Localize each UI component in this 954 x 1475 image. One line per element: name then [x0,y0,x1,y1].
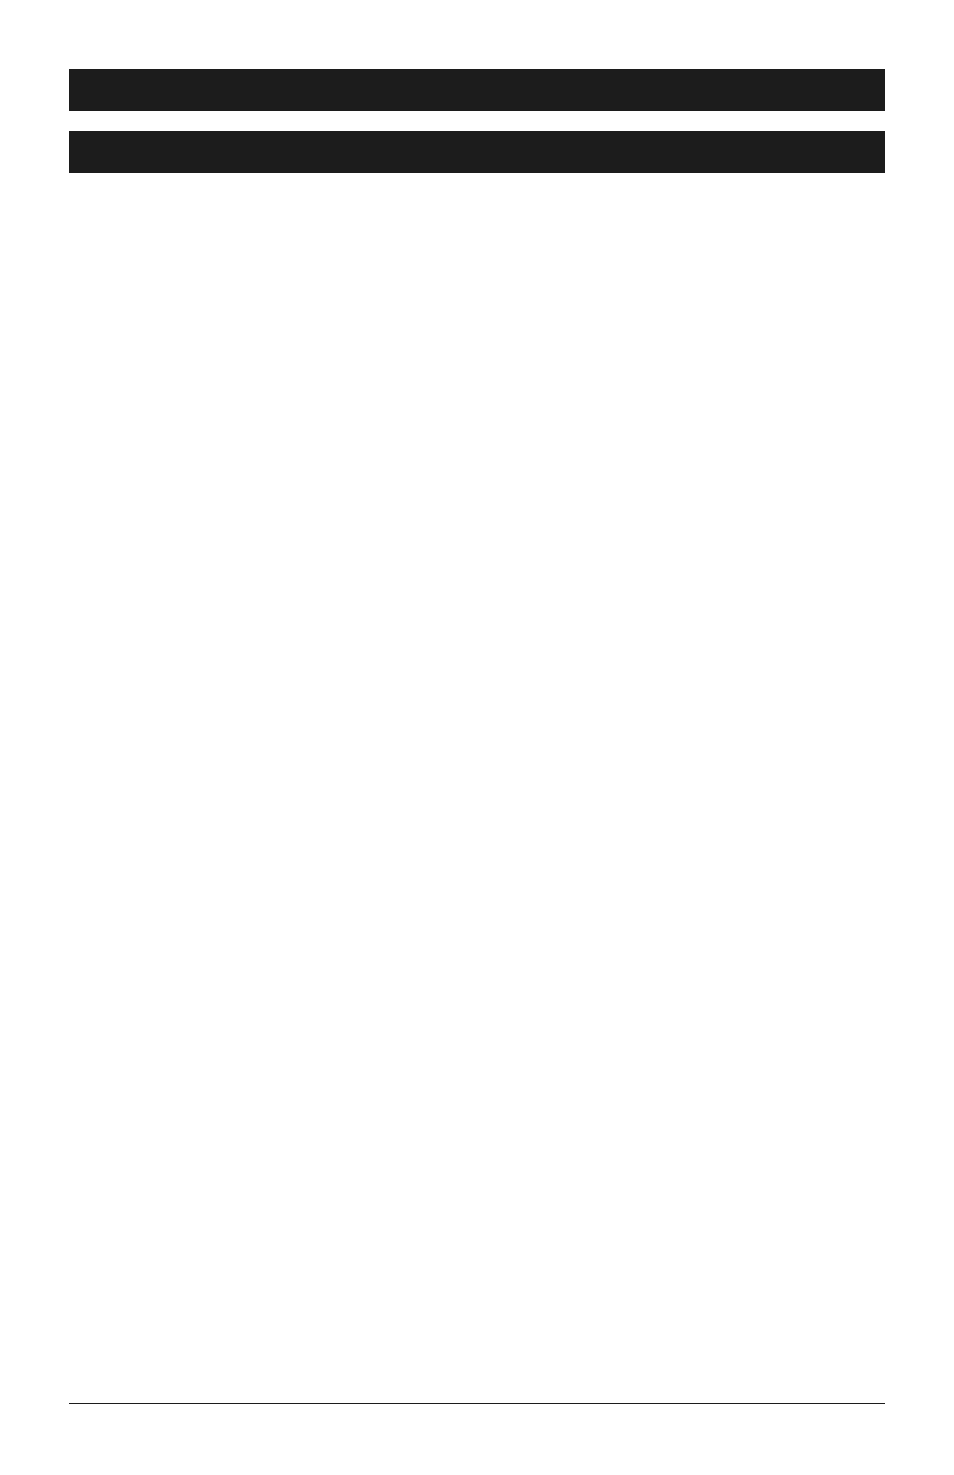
introduction-header [69,69,885,111]
manual-page [69,69,885,188]
footer-divider [69,1403,885,1404]
index-header [69,131,885,173]
